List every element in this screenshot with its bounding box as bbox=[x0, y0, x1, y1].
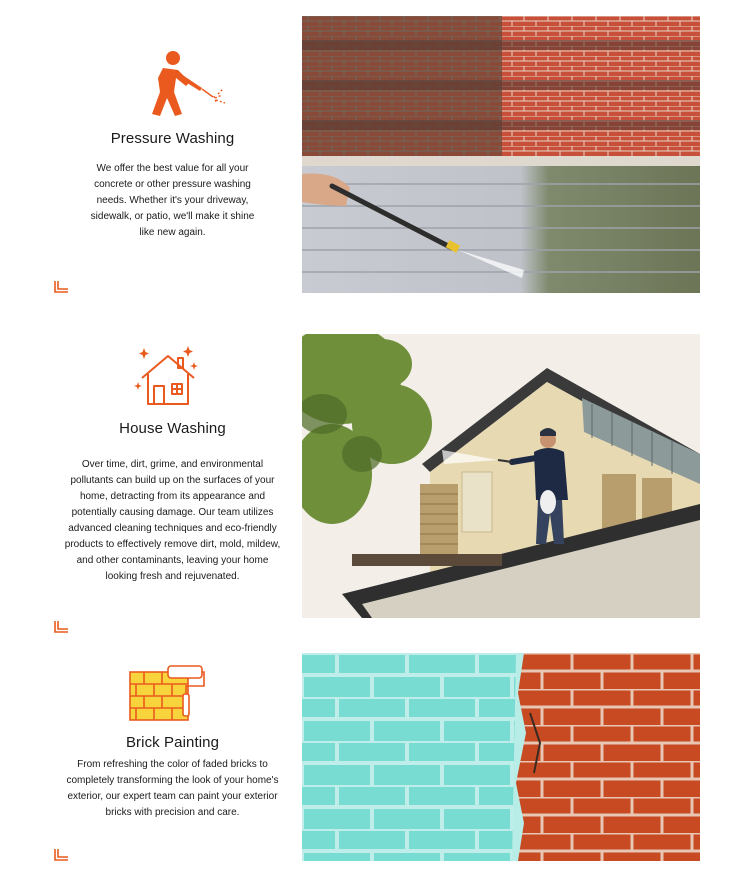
service-pressure-washing bbox=[0, 0, 748, 300]
corner-bracket-icon bbox=[54, 848, 70, 862]
service-description: We offer the best value for all your concrete or other pressure washing needs. Whether it's your driveway, sidewalk, or patio, we'll make it shine like new again. bbox=[90, 163, 255, 238]
sparkling-house-icon bbox=[134, 344, 202, 410]
brick-painting-photo bbox=[302, 653, 700, 861]
pressure-washer-person-icon bbox=[130, 48, 234, 120]
house-washing-photo bbox=[302, 334, 700, 618]
service-description: From refreshing the color of faded bricks to completely transforming the look of your home's exterior, our expert team can paint your exterior bricks with precision and care. bbox=[66, 759, 279, 818]
service-title: Pressure Washing bbox=[110, 130, 235, 147]
brick-wall-paint-roller-icon bbox=[128, 664, 206, 722]
service-title: House Washing bbox=[119, 420, 226, 437]
service-title: Brick Painting bbox=[125, 734, 220, 751]
service-description: Over time, dirt, grime, and environmental pollutants can build up on the surfaces of your home, detracting from its appearance and potentially causing damage. Our team utilizes advanced cleaning techniques and eco-friendly products to effectively remove dirt, mold, mildew, and other contaminants, leaving your home looking fresh and rejuvenated. bbox=[64, 459, 281, 582]
corner-bracket-icon bbox=[54, 280, 70, 294]
corner-bracket-icon bbox=[54, 620, 70, 634]
service-house-washing bbox=[0, 320, 748, 630]
pressure-washing-photo bbox=[302, 16, 700, 293]
service-brick-painting bbox=[0, 650, 748, 879]
